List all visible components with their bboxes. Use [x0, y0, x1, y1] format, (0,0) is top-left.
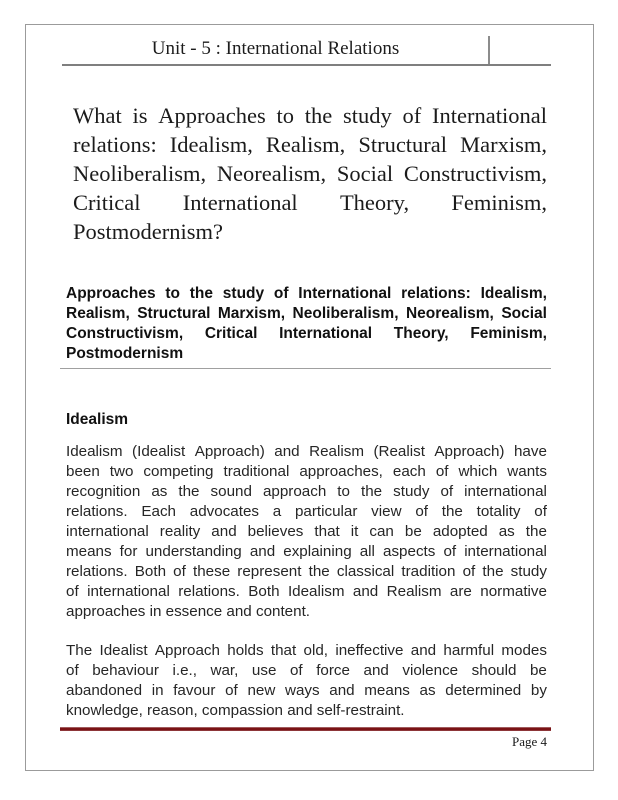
text-line: abandoned in favour of new ways and means as determined by [66, 682, 547, 699]
text-line: Approaches to the study of International relations: Idealism, [66, 285, 547, 302]
header-tick [488, 36, 490, 64]
text-line: Postmodernism [66, 345, 184, 362]
text-line: Constructivism, Critical International Theory, Feminism, [66, 325, 547, 342]
text-line: relations. Both of these represent the classical tradition of the study [66, 563, 547, 580]
text-line: international reality and believes that it can be adopted as the [66, 523, 547, 540]
idealism-paragraph-2 [60, 641, 551, 721]
page-number: Page 4 [511, 734, 547, 749]
text-line: What is Approaches to the study of International [73, 103, 547, 128]
section-divider [60, 368, 551, 369]
question-title [60, 101, 551, 246]
text-line: of behaviour i.e., war, use of force and violence should be [66, 662, 547, 679]
text-line: Idealism (Idealist Approach) and Realism (Realist Approach) have [66, 443, 547, 460]
text-line: been two competing traditional approaches, each of which wants [66, 463, 547, 480]
text-line: approaches in essence and content. [66, 603, 311, 620]
footer-rule [60, 727, 551, 731]
text-line: means for understanding and explaining all aspects of international [66, 543, 547, 560]
text-line: relations. Each advocates a particular view of the totality of [66, 503, 547, 520]
lead-summary [60, 284, 551, 364]
text-line: Neoliberalism, Neorealism, Social Constructivism, [73, 161, 547, 186]
text-line: Postmodernism? [73, 219, 223, 244]
page-header [62, 28, 551, 66]
text-line: Realism, Structural Marxism, Neoliberalism, Neorealism, Social [66, 305, 547, 322]
idealism-heading: Idealism [66, 411, 129, 428]
idealism-paragraph-1 [60, 442, 551, 622]
text-line: knowledge, reason, compassion and self-restraint. [66, 702, 405, 719]
text-line: recognition as the sound approach to the study of international [66, 483, 547, 500]
text-line: of international relations. Both Idealism and Realism are normative [66, 583, 547, 600]
text-line: relations: Idealism, Realism, Structural Marxism, [73, 132, 547, 157]
header-title: Unit - 5 : International Relations [151, 38, 400, 59]
text-line: Critical International Theory, Feminism, [73, 190, 547, 215]
text-line: The Idealist Approach holds that old, ineffective and harmful modes [66, 642, 547, 659]
